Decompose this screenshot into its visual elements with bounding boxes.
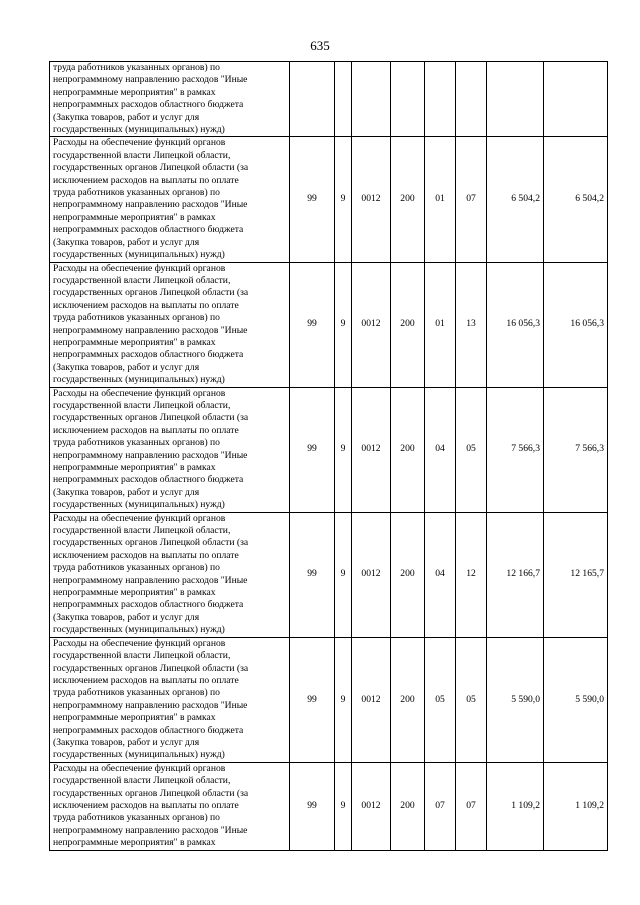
amount-executed: 7 566,3 — [544, 387, 608, 512]
page-number: 635 — [310, 38, 330, 53]
direction-code — [352, 62, 391, 137]
amount-executed: 16 056,3 — [544, 262, 608, 387]
direction-code: 0012 — [352, 762, 391, 850]
section-code: 01 — [425, 137, 456, 262]
direction-code: 0012 — [352, 262, 391, 387]
direction-code: 0012 — [352, 512, 391, 637]
direction-code: 0012 — [352, 387, 391, 512]
table-row — [50, 512, 608, 637]
direction-code: 0012 — [352, 137, 391, 262]
table-row — [50, 762, 608, 850]
expense-description: Расходы на обеспечение функций органов государственной власти Липецкой области, государственных органов Липецкой области (за исключением расходов на выплаты по оплате труда работников указанных органов) по непрограммному направлению расходов "Иные непрограммные мероприятия" в рамках непрограммных расходов областного бюджета (Закупка товаров, работ и услуг для государственных (муниципальных) нужд) — [50, 512, 290, 637]
expense-description: Расходы на обеспечение функций органов государственной власти Липецкой области, государственных органов Липецкой области (за исключением расходов на выплаты по оплате труда работников указанных органов) по непрограммному направлению расходов "Иные непрограммные мероприятия" в рамках непрограммных расходов областного бюджета (Закупка товаров, работ и услуг для государственных (муниципальных) нужд) — [50, 637, 290, 762]
section-code: 05 — [425, 637, 456, 762]
ministry-code: 99 — [290, 637, 335, 762]
program-code: 9 — [335, 637, 352, 762]
expense-type-code: 200 — [391, 512, 425, 637]
ministry-code: 99 — [290, 137, 335, 262]
ministry-code: 99 — [290, 262, 335, 387]
amount-executed: 5 590,0 — [544, 637, 608, 762]
expense-description: Расходы на обеспечение функций органов государственной власти Липецкой области, государственных органов Липецкой области (за исключением расходов на выплаты по оплате труда работников указанных органов) по непрограммному направлению расходов "Иные непрограммные мероприятия" в рамках непрограммных расходов областного бюджета (Закупка товаров, работ и услуг для государственных (муниципальных) нужд) — [50, 262, 290, 387]
expense-description: Расходы на обеспечение функций органов государственной власти Липецкой области, государственных органов Липецкой области (за исключением расходов на выплаты по оплате труда работников указанных органов) по непрограммному направлению расходов "Иные непрограммные мероприятия" в рамках — [50, 762, 290, 850]
ministry-code: 99 — [290, 762, 335, 850]
expense-type-code: 200 — [391, 637, 425, 762]
program-code: 9 — [335, 762, 352, 850]
ministry-code: 99 — [290, 387, 335, 512]
subsection-code: 07 — [456, 762, 487, 850]
subsection-code: 05 — [456, 637, 487, 762]
amount-planned: 7 566,3 — [487, 387, 544, 512]
amount-planned: 12 166,7 — [487, 512, 544, 637]
program-code: 9 — [335, 387, 352, 512]
ministry-code: 99 — [290, 512, 335, 637]
expense-description: Расходы на обеспечение функций органов государственной власти Липецкой области, государственных органов Липецкой области (за исключением расходов на выплаты по оплате труда работников указанных органов) по непрограммному направлению расходов "Иные непрограммные мероприятия" в рамках непрограммных расходов областного бюджета (Закупка товаров, работ и услуг для государственных (муниципальных) нужд) — [50, 387, 290, 512]
amount-planned: 1 109,2 — [487, 762, 544, 850]
section-code: 01 — [425, 262, 456, 387]
expense-type-code: 200 — [391, 262, 425, 387]
subsection-code: 12 — [456, 512, 487, 637]
amount-planned: 6 504,2 — [487, 137, 544, 262]
amount-planned — [487, 62, 544, 137]
amount-planned: 5 590,0 — [487, 637, 544, 762]
section-code: 07 — [425, 762, 456, 850]
subsection-code: 13 — [456, 262, 487, 387]
amount-planned: 16 056,3 — [487, 262, 544, 387]
direction-code: 0012 — [352, 637, 391, 762]
section-code: 04 — [425, 387, 456, 512]
subsection-code — [456, 62, 487, 137]
section-code — [425, 62, 456, 137]
table-row — [50, 637, 608, 762]
program-code: 9 — [335, 512, 352, 637]
expense-description: труда работников указанных органов) по непрограммному направлению расходов "Иные непрограммные мероприятия" в рамках непрограммных расходов областного бюджета (Закупка товаров, работ и услуг для государственных (муниципальных) нужд) — [50, 62, 290, 137]
amount-executed: 6 504,2 — [544, 137, 608, 262]
table-row — [50, 262, 608, 387]
table-row — [50, 137, 608, 262]
program-code: 9 — [335, 262, 352, 387]
amount-executed: 12 165,7 — [544, 512, 608, 637]
subsection-code: 07 — [456, 137, 487, 262]
ministry-code — [290, 62, 335, 137]
program-code — [335, 62, 352, 137]
table-row — [50, 62, 608, 137]
program-code: 9 — [335, 137, 352, 262]
amount-executed — [544, 62, 608, 137]
subsection-code: 05 — [456, 387, 487, 512]
expense-type-code: 200 — [391, 762, 425, 850]
budget-table — [49, 61, 608, 851]
section-code: 04 — [425, 512, 456, 637]
expense-type-code — [391, 62, 425, 137]
expense-description: Расходы на обеспечение функций органов государственной власти Липецкой области, государственных органов Липецкой области (за исключением расходов на выплаты по оплате труда работников указанных органов) по непрограммному направлению расходов "Иные непрограммные мероприятия" в рамках непрограммных расходов областного бюджета (Закупка товаров, работ и услуг для государственных (муниципальных) нужд) — [50, 137, 290, 262]
expense-type-code: 200 — [391, 387, 425, 512]
expense-type-code: 200 — [391, 137, 425, 262]
amount-executed: 1 109,2 — [544, 762, 608, 850]
table-row — [50, 387, 608, 512]
